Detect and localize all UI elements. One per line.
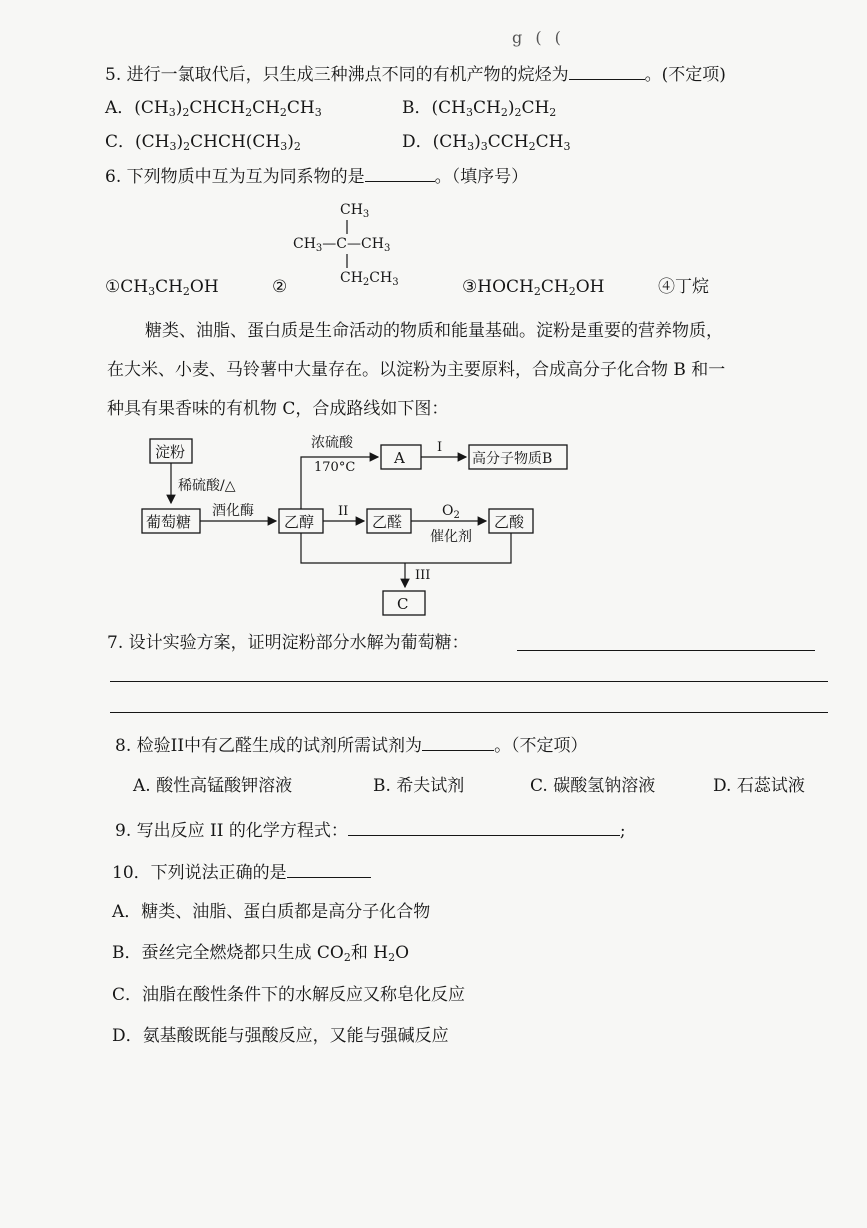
conc-acid-label: 浓硫酸 xyxy=(311,435,353,451)
q5-a-formula: $(CH_3)_2CHCH_2CH_2CH_3$ xyxy=(134,98,322,119)
q10-text: 10．下列说法正确的是 xyxy=(112,863,287,883)
q6-structural-formula xyxy=(285,196,415,292)
intro-line-1: 糖类、油脂、蛋白质是生命活动的物质和能量基础。淀粉是重要的营养物质， xyxy=(145,321,723,341)
step-iii-label: III xyxy=(415,568,431,583)
polymer-b-label: 高分子物质B xyxy=(472,451,553,467)
q8-option-a[interactable]: A. 酸性高锰酸钾溶液 xyxy=(133,776,293,796)
q8-option-b[interactable]: B. 希夫试剂 xyxy=(373,776,465,796)
q7-text: 7. 设计实验方案，证明淀粉部分水解为葡萄糖： xyxy=(107,633,469,653)
q5-c-formula: $(CH_3)_2CHCH(CH_3)_2$ xyxy=(135,132,301,153)
q5-option-d[interactable] xyxy=(402,131,570,153)
q8-answer-blank[interactable] xyxy=(422,734,494,751)
q8-stem xyxy=(115,734,588,757)
q10-answer-blank[interactable] xyxy=(287,861,371,878)
q5-option-b[interactable] xyxy=(402,97,556,119)
q9-text: 9. 写出反应 II 的化学方程式： xyxy=(115,821,348,841)
q7-answer-line-1[interactable] xyxy=(517,650,815,651)
q8-tail: 。（不定项） xyxy=(494,736,588,756)
q7-answer-line-3[interactable] xyxy=(110,712,828,713)
header-fragment: g ( ( xyxy=(512,28,565,47)
ethanol-label: 乙醇 xyxy=(284,513,315,531)
q6-option-1[interactable]: $①CH_3CH_2OH$ xyxy=(105,277,219,298)
q10-option-a[interactable]: A．糖类、油脂、蛋白质都是高分子化合物 xyxy=(112,902,431,922)
product-c-label: C xyxy=(397,595,409,613)
catalyst-label: 催化剂 xyxy=(430,529,472,545)
struct-bottom: $CH_2CH_3$ xyxy=(340,270,399,288)
q6-answer-blank[interactable] xyxy=(365,165,435,182)
q10-stem xyxy=(112,861,371,884)
acetaldehyde-label: 乙醛 xyxy=(372,513,403,531)
acetic-acid-label: 乙酸 xyxy=(494,513,525,531)
q5-tail: 。(不定项) xyxy=(644,65,726,85)
q10-option-b[interactable]: B．蚕丝完全燃烧都只生成 $CO_2$和 $H_2O$ xyxy=(112,943,410,964)
q9-tail: ; xyxy=(619,821,626,841)
o2-label: $O_2$ xyxy=(442,503,460,521)
q5-b-formula: $(CH_3CH_2)_2CH_2$ xyxy=(431,98,557,119)
q5-a-label: A． xyxy=(105,98,135,118)
q8-option-c[interactable]: C. 碳酸氢钠溶液 xyxy=(530,776,656,796)
q6-option-2[interactable]: ② xyxy=(272,277,288,297)
q6-tail: 。（填序号） xyxy=(434,167,529,187)
q8-text: 8. 检验II中有乙醛生成的试剂所需试剂为 xyxy=(115,736,423,756)
synthesis-route-diagram xyxy=(0,425,867,625)
q5-option-c[interactable] xyxy=(105,131,301,153)
q5-option-a[interactable] xyxy=(105,97,322,119)
q5-stem xyxy=(105,63,726,86)
q5-c-label: C． xyxy=(105,132,136,152)
struct-top-ch3: $CH_3$ xyxy=(340,202,370,220)
glucose-label: 葡萄糖 xyxy=(146,513,192,531)
step-ii-label: II xyxy=(338,504,349,519)
q7-answer-line-2[interactable] xyxy=(110,681,828,682)
temp-label: 170°C xyxy=(314,460,356,475)
intro-line-2: 在大米、小麦、马铃薯中大量存在。以淀粉为主要原料，合成高分子化合物 B 和一 xyxy=(107,360,726,380)
struct-middle: $CH_3—C—CH_3$ xyxy=(293,236,391,254)
q9-stem xyxy=(115,819,626,842)
q5-answer-blank[interactable] xyxy=(569,63,645,80)
enzyme-label: 酒化酶 xyxy=(212,503,254,519)
intro-line-3: 种具有果香味的有机物 C，合成路线如下图： xyxy=(107,399,449,419)
starch-label: 淀粉 xyxy=(155,443,186,461)
q5-text: 5. 进行一氯取代后，只生成三种沸点不同的有机产物的烷烃为 xyxy=(105,65,569,85)
q6-option-4[interactable]: ④丁烷 xyxy=(658,277,709,297)
q10-option-c[interactable]: C．油脂在酸性条件下的水解反应又称皂化反应 xyxy=(112,985,466,1005)
hydrolysis-label: 稀硫酸/△ xyxy=(178,478,236,494)
q9-answer-blank[interactable] xyxy=(348,819,620,836)
q5-b-label: B． xyxy=(402,98,432,118)
q5-d-formula: $(CH_3)_3CCH_2CH_3$ xyxy=(432,132,571,153)
step-i-label: I xyxy=(437,440,443,455)
q10-option-d[interactable]: D．氨基酸既能与强酸反应，又能与强碱反应 xyxy=(112,1026,449,1046)
product-a-label: A xyxy=(394,449,405,467)
q6-option-3[interactable]: $③HOCH_2CH_2OH$ xyxy=(462,277,605,298)
q6-stem xyxy=(105,165,528,188)
q6-text: 6. 下列物质中互为互为同系物的是 xyxy=(105,167,365,187)
q5-d-label: D． xyxy=(402,132,433,152)
q8-option-d[interactable]: D. 石蕊试液 xyxy=(713,776,805,796)
